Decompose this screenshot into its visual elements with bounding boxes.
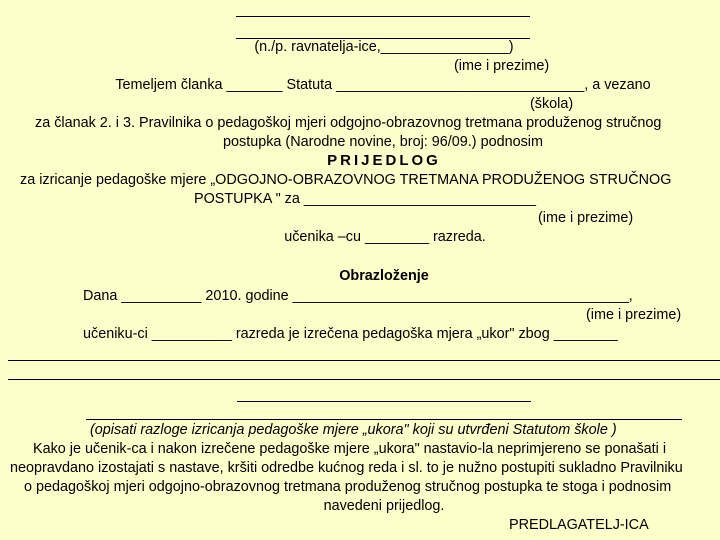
name-hint-1: (ime i prezime) bbox=[454, 58, 550, 74]
line-dana: Dana __________ 2010. godine __________________________________________, bbox=[83, 288, 633, 304]
line-kako: Kako je učenik-ca i nakon izrečene pedagoške mjere „ukora" nastavio-la neprimjereno se ponašati i bbox=[33, 441, 667, 457]
addressee-label: (n./p. ravnatelja-ice,________________) bbox=[254, 39, 514, 55]
blank-line-2 bbox=[8, 379, 720, 380]
addressee-line-1 bbox=[236, 16, 530, 17]
line-clanak: za članak 2. i 3. Pravilnika o pedagoškoj mjeri odgojno-obrazovnog tretmana produženog stručnog bbox=[35, 115, 662, 131]
blank-line-4 bbox=[86, 419, 682, 420]
line-ucenika: učenika –cu ________ razreda. bbox=[284, 229, 486, 245]
line-izricanje: za izricanje pedagoške mjere „ODGOJNO-OBRAZOVNOG TRETMANA PRODUŽENOG STRUČNOG bbox=[20, 172, 672, 188]
line-postupka: postupka (Narodne novine, broj: 96/09.) podnosim bbox=[223, 134, 543, 150]
hint-opisati: (opisati razloge izricanja pedagoške mjere „ukora" koji su utvrđeni Statutom škole ) bbox=[90, 422, 617, 438]
reasoning-title: Obrazloženje bbox=[339, 268, 429, 284]
line-postupka-za: POSTUPKA " za _____________________________ bbox=[194, 191, 536, 207]
school-hint: (škola) bbox=[530, 96, 574, 112]
document-title: PRIJEDLOG bbox=[327, 152, 441, 169]
line-uceniku: učeniku-ci __________ razreda je izrečena pedagoška mjera „ukor" zbog ________ bbox=[83, 326, 618, 342]
line-temeljem: Temeljem članka _______ Statuta _______________________________, a vezano bbox=[115, 77, 651, 93]
signature-label: PREDLAGATELJ-ICA bbox=[509, 517, 649, 533]
line-neopravdano: neopravdano izostajati s nastave, kršiti odredbe kućnog reda i sl. to je nužno postupiti sukladno Pravilniku bbox=[10, 460, 683, 476]
name-hint-2: (ime i prezime) bbox=[538, 210, 634, 226]
line-o-pedagoskoj: o pedagoškoj mjeri odgojno-obrazovnog tretmana produženog stručnog postupka te stoga i podnosim bbox=[24, 479, 672, 495]
name-hint-3: (ime i prezime) bbox=[586, 307, 682, 323]
line-navedeni: navedeni prijedlog. bbox=[323, 498, 445, 514]
blank-line-1 bbox=[8, 360, 720, 361]
blank-line-3 bbox=[237, 401, 531, 402]
